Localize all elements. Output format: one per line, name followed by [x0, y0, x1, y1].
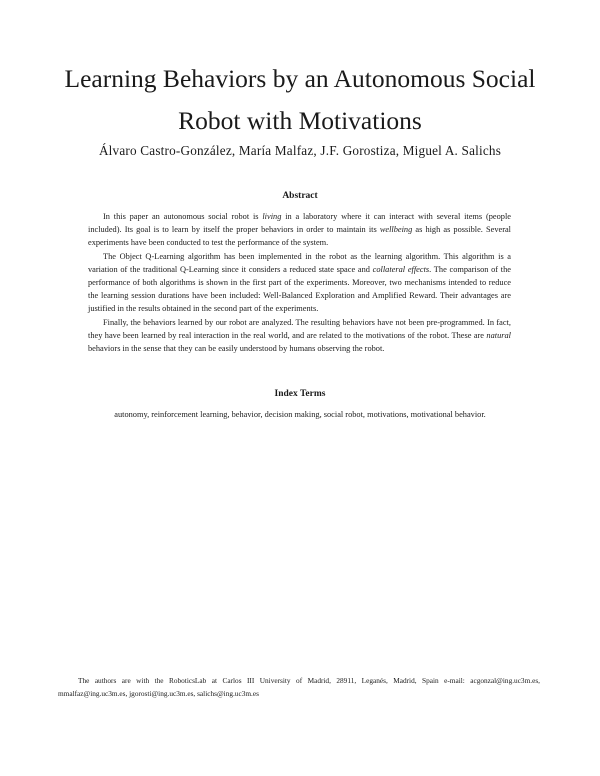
- abstract-paragraph-3: [88, 316, 511, 356]
- author-list: Álvaro Castro-González, María Malfaz, J.F. Gorostiza, Miguel A. Salichs: [98, 143, 502, 158]
- emphasis-text: wellbeing: [379, 225, 413, 235]
- text-run: In this paper an autonomous social robot is: [103, 212, 263, 221]
- text-run: Finally, the behaviors learned by our robot are analyzed. The resulting behaviors have not been pre-programmed. In fact, they have been learned by real interaction in the real world, and are related to the motivations of the robot. These are: [88, 317, 511, 340]
- text-run: in a laboratory where it can interact with several items (people included). Its goal is to learn by itself the proper behaviors in order to maintain its: [88, 212, 511, 235]
- text-run: . The comparison of the performance of both algorithms is shown in the first part of the experiments. Moreover, two mechanisms intended to reduce the learning session durations have been included: Well-Balanced Exploration and Amplified Reward. Their advantages are justified in the results obtained in the second part of the experiments.: [88, 264, 512, 314]
- paper-title: [40, 58, 560, 142]
- title-line-2: Robot with Motivations: [178, 106, 422, 135]
- text-run: behaviors in the sense that they can be easily understood by humans observing the robot.: [88, 344, 385, 354]
- emphasis-text: living: [262, 212, 282, 221]
- abstract-paragraph-2: [88, 250, 511, 316]
- abstract-paragraph-1: [88, 210, 511, 250]
- emphasis-text: collateral effects: [372, 264, 430, 274]
- abstract-heading: Abstract: [282, 191, 318, 201]
- footnote: [58, 674, 540, 700]
- text-run: as high as possible. Several experiments have been conducted to test the performance of the system.: [88, 225, 511, 248]
- abstract-body: [88, 210, 511, 355]
- text-run: The Object Q-Learning algorithm has been implemented in the robot as the learning algorithm. This algorithm is a variation of the traditional Q-Learning since it considers a reduced state space and: [88, 251, 511, 274]
- index-terms-heading: Index Terms: [274, 389, 326, 399]
- emphasis-text: natural: [486, 330, 511, 340]
- title-line-1: Learning Behaviors by an Autonomous Social: [64, 64, 536, 93]
- footnote-text: The authors are with the RoboticsLab at Carlos III University of Madrid, 28911, Leganés, Madrid, Spain e-mail: acgonzal@ing.uc3m.es, mmalfaz@ing.uc3m.es, jgorosti@ing.uc3m.es, salichs@ing.uc3m.es: [58, 676, 540, 698]
- index-terms: autonomy, reinforcement learning, behavior, decision making, social robot, motivations, motivational behavior.: [114, 410, 486, 419]
